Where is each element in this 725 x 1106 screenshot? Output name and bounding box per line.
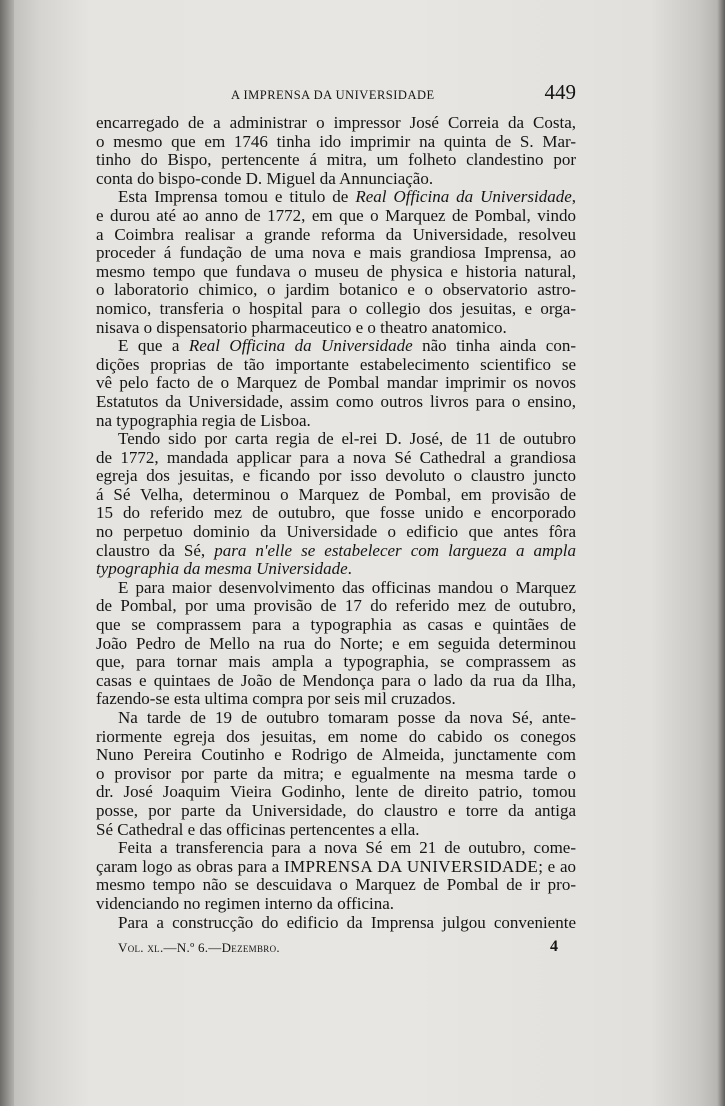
text-line: tinho do Bispo, pertencente á mitra, um folheto clandestino por bbox=[96, 150, 576, 170]
text-line: e durou até ao anno de 1772, em que o Marquez de Pombal, vindo bbox=[96, 205, 576, 225]
text-line: a Coimbra realisar a grande reforma da Universidade, resolveu bbox=[96, 224, 576, 244]
text-line: nisava o dispensatorio pharmaceutico e o theatro anatomico. bbox=[96, 317, 507, 337]
sheet-number: 4 bbox=[550, 938, 558, 956]
text-line: Estatutos da Universidade, assim como outros livros para o ensino, bbox=[96, 391, 576, 411]
text-line: que, para tornar mais ampla a typographia, se comprassem as bbox=[96, 652, 576, 672]
text-line: encarregado de a administrar o impressor José Correia da Costa, bbox=[96, 113, 576, 132]
text-line: Esta Imprensa tomou e titulo de Real Officina da Universidade, bbox=[118, 187, 576, 207]
text-line: de 1772, mandada applicar para a nova Sé Cathedral a grandiosa bbox=[96, 447, 576, 467]
text-line: Sé Cathedral e das officinas pertencentes a ella. bbox=[96, 819, 420, 839]
paragraph bbox=[96, 430, 576, 579]
page-right-edge-shadow bbox=[717, 0, 725, 1106]
paragraph bbox=[96, 839, 576, 913]
text-line: o laboratorio chimico, o jardim botanico e o observatorio astro- bbox=[96, 280, 576, 300]
text-line: dr. José Joaquim Vieira Godinho, lente de direito patrio, tomou bbox=[96, 782, 576, 802]
text-line: fazendo-se esta ultima compra por seis mil cruzados. bbox=[96, 689, 456, 709]
text-line: vê pelo facto de o Marquez de Pombal mandar imprimir os novos bbox=[96, 373, 576, 393]
page-header bbox=[96, 80, 576, 114]
text-line: Nuno Pereira Coutinho e Rodrigo de Almeida, junctamente com bbox=[96, 745, 576, 765]
paragraph bbox=[96, 114, 576, 188]
text-line: E que a Real Officina da Universidade não tinha ainda con- bbox=[118, 336, 576, 356]
text-line: egreja dos jesuitas, e ficando por isso devoluto o claustro juncto bbox=[96, 466, 576, 486]
volume-signature: Vol. xl.—N.º 6.—Dezembro. bbox=[118, 940, 280, 956]
text-line: nomico, transferia o hospital para o collegio dos jesuitas, e orga- bbox=[96, 298, 576, 318]
text-line: 15 do referido mez de outubro, que fosse unido e encorporado bbox=[96, 503, 576, 523]
text-line: João Pedro de Mello na rua do Norte; e em seguida determinou bbox=[96, 633, 576, 653]
text-line: Na tarde de 19 de outubro tomaram posse da nova Sé, ante- bbox=[118, 708, 576, 727]
text-line: Tendo sido por carta regia de el-rei D. José, de 11 de outubro bbox=[118, 429, 576, 449]
text-line: riormente egreja dos jesuitas, em nome do cabido os conegos bbox=[96, 726, 576, 746]
paragraph bbox=[96, 337, 576, 430]
text-line: mesmo tempo que fundava o museu de physica e historia natural, bbox=[96, 261, 576, 281]
paragraph bbox=[96, 914, 576, 933]
text-line: Feita a transferencia para a nova Sé em 21 de outubro, come- bbox=[118, 838, 576, 858]
body-text bbox=[96, 114, 576, 932]
text-line: dições proprias de tão importante estabelecimento scientifico se bbox=[96, 354, 576, 374]
text-line: Para a construcção do edificio da Imprensa julgou conveniente bbox=[118, 912, 576, 932]
paragraph bbox=[96, 709, 576, 839]
text-line: que se comprassem para a typographia as casas e quintães de bbox=[96, 615, 576, 635]
text-line: claustro da Sé, para n'elle se estabelecer com largueza a ampla bbox=[96, 540, 577, 560]
text-line: o mesmo que em 1746 tinha ido imprimir na quinta de S. Mar- bbox=[96, 131, 576, 151]
paragraph bbox=[96, 188, 576, 337]
text-line: typographia da mesma Universidade. bbox=[96, 559, 352, 579]
text-line: çaram logo as obras para a IMPRENSA DA UNIVERSIDADE; e ao bbox=[96, 856, 576, 876]
running-title: A IMPRENSA DA UNIVERSIDADE bbox=[231, 88, 435, 102]
page-footer bbox=[96, 938, 576, 962]
text-line: proceder á fundação de uma nova e mais grandiosa Imprensa, ao bbox=[96, 243, 576, 263]
book-page bbox=[96, 80, 576, 962]
text-line: posse, por parte da Universidade, do claustro e torre da antiga bbox=[96, 800, 576, 820]
page-left-edge-shadow bbox=[0, 0, 14, 1106]
text-line: casas e quintaes de João de Mendonça para o lado da rua da Ilha, bbox=[96, 670, 576, 690]
text-line: no perpetuo dominio da Universidade o edificio que antes fôra bbox=[96, 522, 576, 542]
text-line: videnciando no regimen interno da officina. bbox=[96, 893, 395, 913]
text-line: conta do bispo-conde D. Miguel da Annunciação. bbox=[96, 168, 434, 188]
page-number: 449 bbox=[544, 80, 576, 104]
text-line: á Sé Velha, determinou o Marquez de Pombal, em provisão de bbox=[96, 484, 576, 504]
text-line: mesmo tempo não se descuidava o Marquez de Pombal de ir pro- bbox=[96, 875, 576, 895]
paragraph bbox=[96, 579, 576, 709]
text-line: na typographia regia de Lisboa. bbox=[96, 410, 311, 430]
text-line: E para maior desenvolvimento das officinas mandou o Marquez bbox=[118, 577, 576, 597]
text-line: o provisor por parte da mitra; e egualmente na mesma tarde o bbox=[96, 763, 576, 783]
text-line: de Pombal, por uma provisão de 17 do referido mez de outubro, bbox=[96, 596, 576, 616]
